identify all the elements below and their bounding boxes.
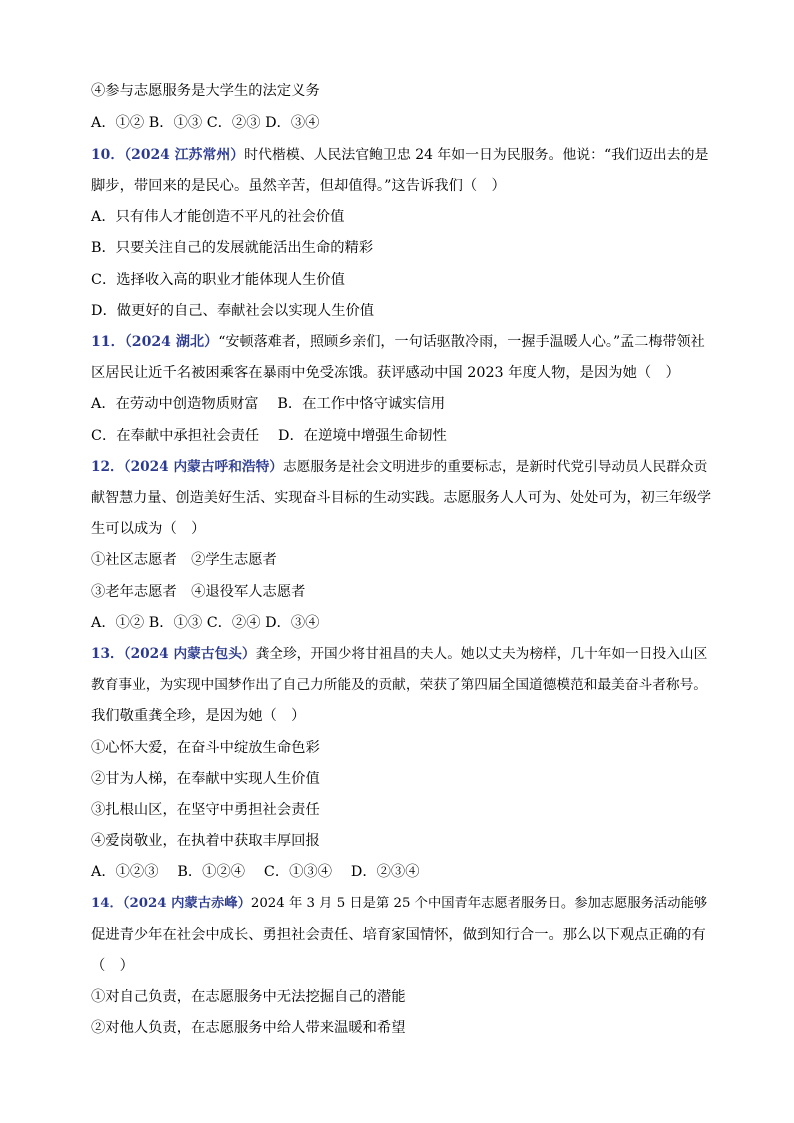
q12-source: （2024 内蒙古呼和浩特） xyxy=(123,459,283,475)
q11-stem-line-1 xyxy=(91,332,711,352)
q10-number: 10． xyxy=(91,147,125,163)
q12-items-line-2: ③老年志愿者 ④退役军人志愿者 xyxy=(91,584,306,600)
q13-stem-line-3: 我们敬重龚全珍，是因为她（ ） xyxy=(91,708,306,724)
q14-stem-line-1 xyxy=(91,894,711,914)
q14-stem-text: 2024 年 3 月 5 日是第 25 个中国青年志愿者服务日。参加志愿服务活动能够 xyxy=(250,896,708,911)
q14-source: （2024 内蒙古赤峰） xyxy=(122,896,251,911)
q13-stem-line-1 xyxy=(91,644,711,664)
q14-number: 14． xyxy=(91,896,123,911)
q10-stem-text: 时代楷模、人民法官鲍卫忠 24 年如一日为民服务。他说：“我们迈出去的是 xyxy=(244,147,709,163)
q13-stem-text: 龚全珍，开国少将甘祖昌的夫人。她以丈夫为榜样，几十年如一日投入山区 xyxy=(255,646,708,662)
q11-source: （2024 湖北） xyxy=(124,334,219,350)
q9-answers: A．①② B．①③ C．②③ D．③④ xyxy=(91,115,320,131)
q12-items-line-1: ①社区志愿者 ②学生志愿者 xyxy=(91,552,277,568)
q13-item-4: ④爱岗敬业，在执着中获取丰厚回报 xyxy=(91,833,320,849)
q10-stem-line-1 xyxy=(91,145,711,165)
q14-stem-line-2: 促进青少年在社会中成长、勇担社会责任、培育家国情怀，做到知行合一。那么以下观点正确的有 xyxy=(91,927,706,943)
q10-option-c: C．选择收入高的职业才能体现人生价值 xyxy=(91,272,345,288)
q10-stem-line-2: 脚步，带回来的是民心。虽然辛苦，但却值得。”这告诉我们（ ） xyxy=(91,178,506,194)
q11-options-line-1: A．在劳动中创造物质财富 B．在工作中恪守诚实信用 xyxy=(91,396,446,412)
q11-number: 11． xyxy=(91,334,125,350)
q13-item-3: ③扎根山区，在坚守中勇担社会责任 xyxy=(91,802,320,818)
q13-item-1: ①心怀大爱，在奋斗中绽放生命色彩 xyxy=(91,740,320,756)
q13-answers: A．①②③ B．①②④ C．①③④ D．②③④ xyxy=(91,864,420,880)
q12-number: 12． xyxy=(91,459,124,475)
q13-number: 13． xyxy=(91,646,124,662)
q10-source: （2024 江苏常州） xyxy=(124,147,245,163)
q14-item-2: ②对他人负责，在志愿服务中给人带来温暖和希望 xyxy=(91,1020,406,1036)
q11-options-line-2: C．在奉献中承担社会责任 D．在逆境中增强生命韧性 xyxy=(91,428,447,444)
q11-stem-line-2: 区居民让近千名被困乘客在暴雨中免受冻饿。获评感动中国 2023 年度人物，是因为她（ ） xyxy=(91,365,680,381)
q13-stem-line-2: 教育事业，为实现中国梦作出了自己力所能及的贡献，荣获了第四届全国道德模范和最美奋斗者称号。 xyxy=(91,677,707,693)
q10-option-d: D．做更好的自己、奉献社会以实现人生价值 xyxy=(91,303,375,319)
q12-stem-line-2: 献智慧力量、创造美好生活、实现奋斗目标的生动实践。志愿服务人人可为、处处可为，初三年级学 xyxy=(91,490,712,506)
q12-stem-line-3: 生可以成为（ ） xyxy=(91,521,206,537)
q13-item-2: ②甘为人梯，在奉献中实现人生价值 xyxy=(91,771,320,787)
q12-stem-text: 志愿服务是社会文明进步的重要标志，是新时代党引导动员人民群众贡 xyxy=(282,459,708,475)
q10-option-b: B．只要关注自己的发展就能活出生命的精彩 xyxy=(91,240,374,256)
q12-stem-line-1 xyxy=(91,457,711,477)
q14-item-1: ①对自己负责，在志愿服务中无法挖掘自己的潜能 xyxy=(91,989,406,1005)
q9-option-4: ④参与志愿服务是大学生的法定义务 xyxy=(91,83,320,99)
q11-stem-text: “安顿落难者，照顾乡亲们，一句话驱散冷雨，一握手温暖人心。”孟二梅带领社 xyxy=(218,334,705,350)
q14-stem-line-3: （ ） xyxy=(91,958,134,974)
q12-answers: A．①② B．①③ C．②④ D．③④ xyxy=(91,615,320,631)
q10-option-a: A．只有伟人才能创造不平凡的社会价值 xyxy=(91,209,345,225)
q13-source: （2024 内蒙古包头） xyxy=(123,646,256,662)
